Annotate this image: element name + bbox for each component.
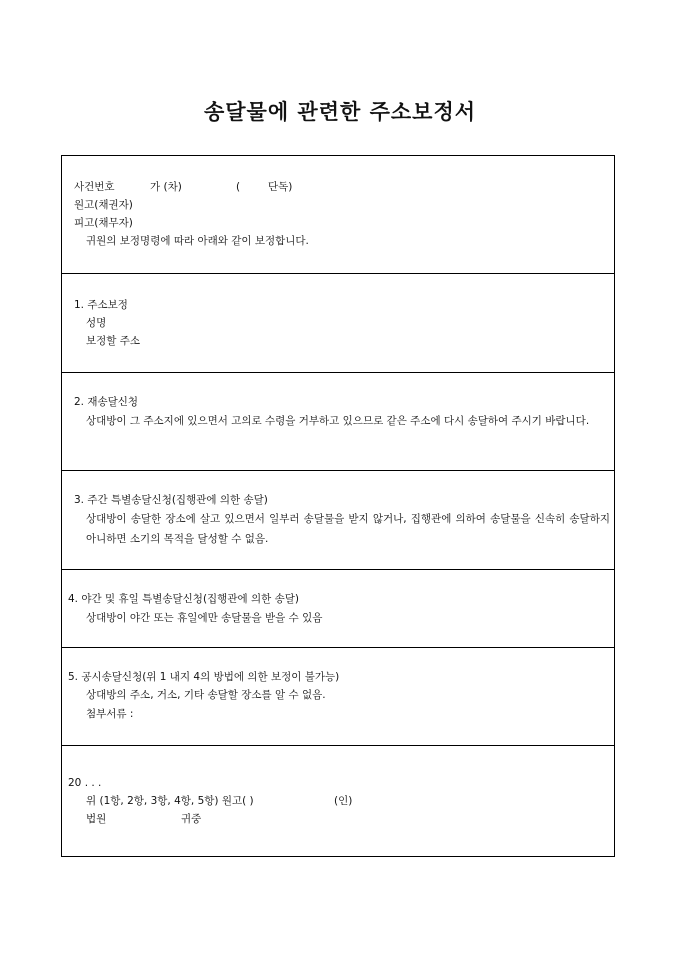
section3-heading: 3. 주간 특별송달신청(집행관에 의한 송달) xyxy=(74,494,268,506)
case-type: 가 (차) xyxy=(150,181,182,193)
case-paren-open: ( xyxy=(236,181,241,193)
section4-heading: 4. 야간 및 휴일 특별송달신청(집행관에 의한 송달) xyxy=(68,593,299,605)
section2-heading: 2. 재송달신청 xyxy=(74,396,139,408)
section2-body: 상대방이 그 주소지에 있으면서 고의로 수령을 거부하고 있으므로 같은 주소에 다시 송달하여 주시기 바랍니다. xyxy=(86,415,590,427)
public-notice-section xyxy=(62,648,614,746)
plaintiff-label: 원고(채권자) xyxy=(74,199,133,211)
address-label: 보정할 주소 xyxy=(86,335,141,347)
court-label: 법원 xyxy=(86,813,107,825)
section4-body: 상대방이 야간 또는 휴일에만 송달물을 받을 수 있음 xyxy=(86,612,323,624)
correction-form xyxy=(61,155,615,857)
section3-body: 상대방이 송달한 장소에 살고 있으면서 일부러 송달물을 받지 않거나, 집행관에 의하여 송달물을 신속히 송달하지 아니하면 소기의 목적을 달성할 수 없음. xyxy=(86,513,610,545)
document-title: 송달물에 관련한 주소보정서 xyxy=(203,100,477,124)
signature-section xyxy=(62,746,614,856)
section1-heading: 1. 주소보정 xyxy=(74,299,128,311)
redelivery-section xyxy=(62,373,614,471)
honorific-label: 귀중 xyxy=(181,813,202,825)
name-label: 성명 xyxy=(86,317,107,329)
defendant-label: 피고(채무자) xyxy=(74,217,133,229)
section5-body: 상대방의 주소, 거소, 기타 송달할 장소를 알 수 없음. xyxy=(86,689,326,701)
date-line: 20 . . . xyxy=(68,777,102,789)
night-holiday-delivery-section xyxy=(62,570,614,648)
case-info-section xyxy=(62,156,614,274)
items-plaintiff-line: 위 (1항, 2항, 3항, 4항, 5항) 원고( ) xyxy=(86,795,254,807)
address-correction-section xyxy=(62,274,614,373)
section5-heading: 5. 공시송달신청(위 1 내지 4의 방법에 의한 보정이 불가능) xyxy=(68,671,340,683)
seal-label: (인) xyxy=(334,795,353,807)
correction-statement: 귀원의 보정명령에 따라 아래와 같이 보정합니다. xyxy=(86,235,309,247)
daytime-special-delivery-section xyxy=(62,471,614,570)
attachments-label: 첨부서류 : xyxy=(86,708,134,720)
case-number-label: 사건번호 xyxy=(74,181,115,193)
case-single-label: 단독) xyxy=(268,181,293,193)
